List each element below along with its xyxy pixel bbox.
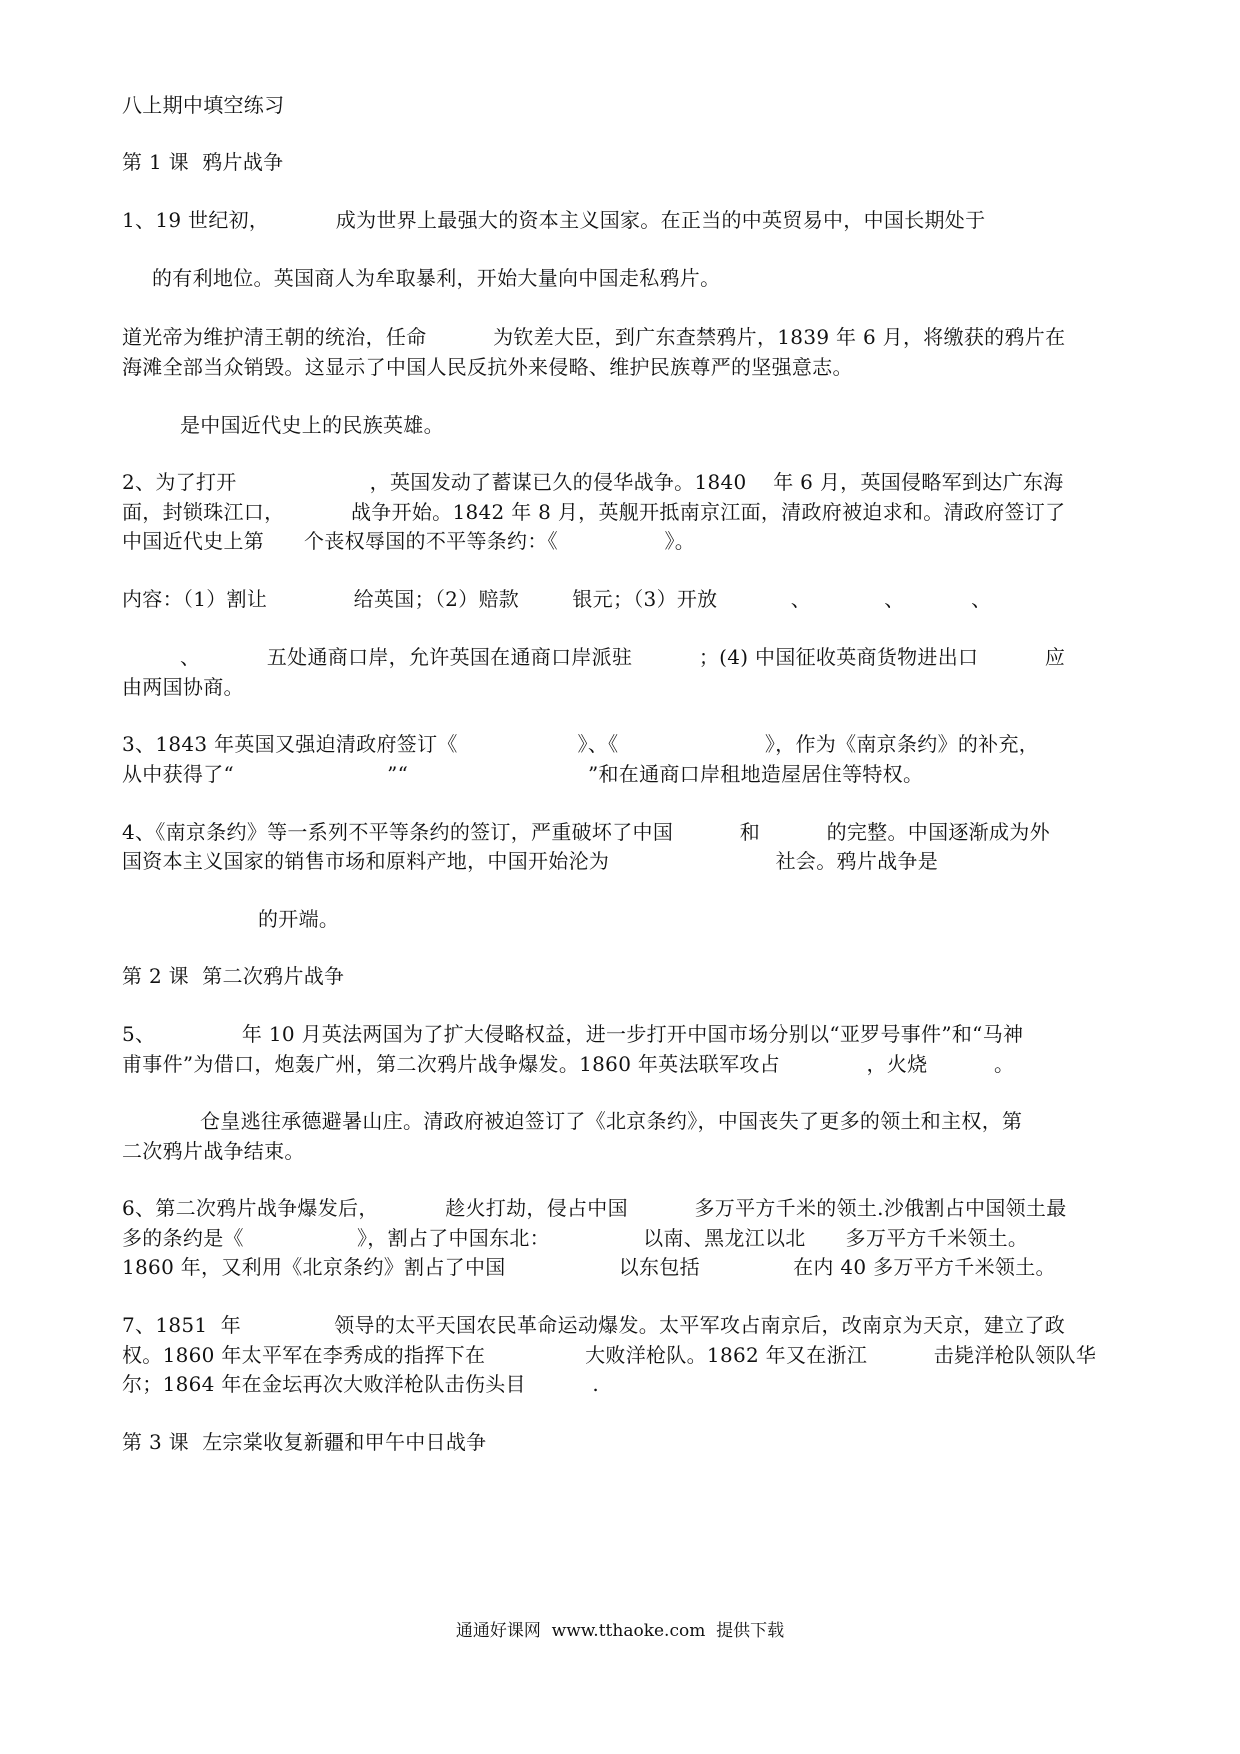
paragraph-line: 权。1860 年太平军在李秀成的指挥下在 大败洋枪队。1862 年又在浙江 击毙洋枪队领队华 [122, 1343, 1097, 1367]
paragraph-line: 内容：（1）割让 给英国；（2）赔款 银元；（3）开放 、 、 、 [122, 587, 992, 611]
paragraph-line: 从中获得了“ ”“ ”和在通商口岸租地造屋居住等特权。 [122, 762, 924, 786]
paragraph-line: 3、1843 年英国又强迫清政府签订《 》、《 》，作为《南京条约》的补充， [122, 732, 1040, 756]
paragraph-line: 、 五处通商口岸，允许英国在通商口岸派驻 ；(4) 中国征收英商货物进出口 应 [180, 645, 1066, 669]
paragraph-line: 7、1851 年 领导的太平天国农民革命运动爆发。太平军攻占南京后，改南京为天京，建立了政 [122, 1313, 1066, 1337]
paragraph-line: 1860 年，又利用《北京条约》割占了中国 以东包括 在内 40 多万平方千米领土。 [122, 1255, 1056, 1279]
paragraph-line: 二次鸦片战争结束。 [122, 1139, 305, 1163]
paragraph-line: 的开端。 [258, 907, 340, 931]
paragraph-line: 多的条约是《 》，割占了中国东北： 以南、黑龙江以北 多万平方千米领土。 [122, 1226, 1029, 1250]
paragraph-line: 4、《南京条约》等一系列不平等条约的签订，严重破坏了中国 和 的完整。中国逐渐成为外 [122, 820, 1050, 844]
paragraph-line: 甫事件”为借口，炮轰广州，第二次鸦片战争爆发。1860 年英法联军攻占 ，火烧 。 [122, 1052, 1015, 1076]
paragraph-line: 国资本主义国家的销售市场和原料产地，中国开始沦为 社会。鸦片战争是 [122, 849, 939, 873]
paragraph-line: 的有利地位。英国商人为牟取暴利，开始大量向中国走私鸦片。 [152, 266, 721, 290]
paragraph-line: 道光帝为维护清王朝的统治，任命 为钦差大臣，到广东查禁鸦片，1839 年 6 月，将缴获的鸦片在 [122, 325, 1066, 349]
page-title: 八上期中填空练习 [122, 93, 285, 117]
lesson-2-heading: 第 2 课 第二次鸦片战争 [122, 964, 345, 988]
paragraph-line: 是中国近代史上的民族英雄。 [180, 413, 444, 437]
paragraph-line: 1、19 世纪初， 成为世界上最强大的资本主义国家。在正当的中英贸易中，中国长期处于 [122, 208, 986, 232]
paragraph-line: 6、第二次鸦片战争爆发后， 趁火打劫，侵占中国 多万平方千米的领土.沙俄割占中国领土最 [122, 1196, 1067, 1220]
paragraph-line: 尔；1864 年在金坛再次大败洋枪队击伤头目 . [122, 1372, 600, 1396]
paragraph-line: 由两国协商。 [122, 675, 244, 699]
paragraph-line: 仓皇逃往承德避暑山庄。清政府被迫签订了《北京条约》，中国丧失了更多的领土和主权，第 [200, 1109, 1023, 1133]
paragraph-line: 中国近代史上第 个丧权辱国的不平等条约：《 》。 [122, 529, 696, 553]
page-footer: 通通好课网 www.tthaoke.com 提供下载 [455, 1621, 785, 1641]
lesson-1-heading: 第 1 课 鸦片战争 [122, 150, 284, 174]
paragraph-line: 海滩全部当众销毁。这显示了中国人民反抗外来侵略、维护民族尊严的坚强意志。 [122, 355, 853, 379]
paragraph-line: 面，封锁珠江口， 战争开始。1842 年 8 月，英舰开抵南京江面，清政府被迫求和。清政府签订了 [122, 500, 1066, 524]
paragraph-line: 5、 年 10 月英法两国为了扩大侵略权益，进一步打开中国市场分别以“亚罗号事件”和“马神 [122, 1022, 1024, 1046]
paragraph-line: 2、为了打开 ，英国发动了蓄谋已久的侵华战争。1840 年 6 月，英国侵略军到达广东海 [122, 470, 1064, 494]
lesson-3-heading: 第 3 课 左宗棠收复新疆和甲午中日战争 [122, 1430, 487, 1454]
